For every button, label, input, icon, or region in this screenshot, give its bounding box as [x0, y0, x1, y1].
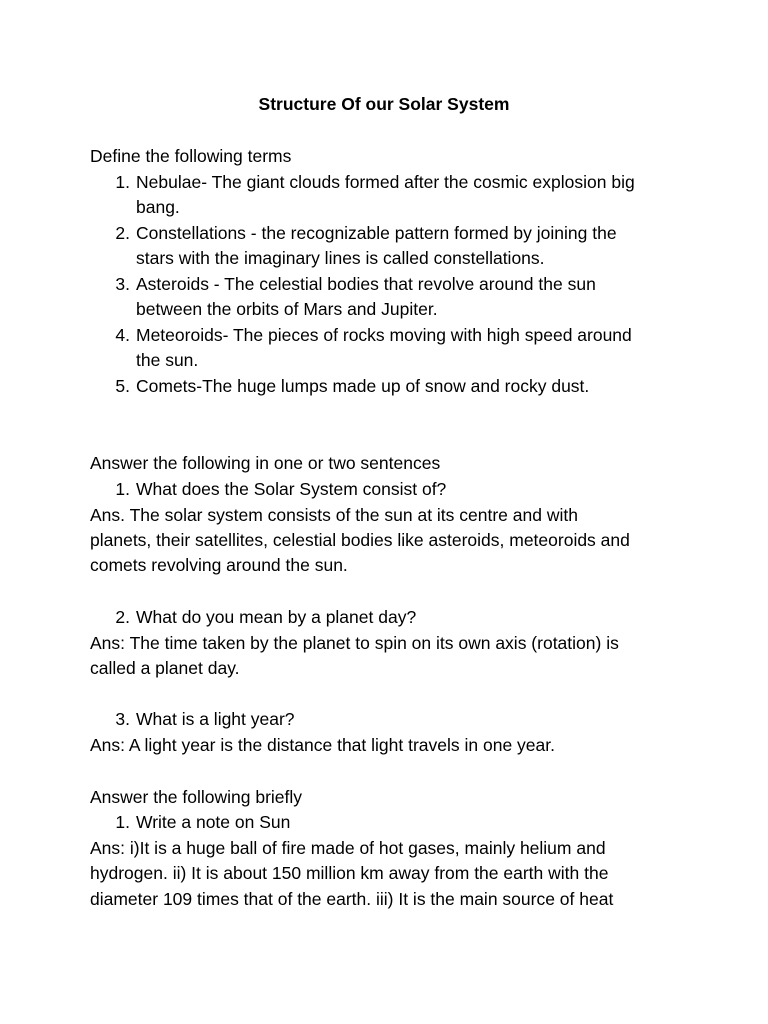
list-item-constellations-line1: Constellations - the recognizable pattern formed by joining the	[136, 223, 617, 243]
answer-line: Ans. The solar system consists of the sun at its centre and with	[90, 505, 578, 525]
question-solar-system: What does the Solar System consist of?	[136, 479, 447, 499]
answer-line: Ans: A light year is the distance that light travels in one year.	[90, 735, 555, 755]
question-number: 3.	[115, 709, 130, 729]
question-number: 1.	[115, 479, 130, 499]
section-heading-short-answers: Answer the following in one or two sentences	[90, 453, 441, 473]
list-item-asteroids-line1: Asteroids - The celestial bodies that revolve around the sun	[136, 274, 596, 294]
list-item-asteroids-line2: between the orbits of Mars and Jupiter.	[136, 299, 438, 319]
answer-line: called a planet day.	[90, 658, 240, 678]
list-item-nebulae-line1: Nebulae- The giant clouds formed after the cosmic explosion big	[136, 172, 635, 192]
section-heading-brief-answers: Answer the following briefly	[90, 787, 303, 807]
section-heading-define: Define the following terms	[90, 146, 292, 166]
list-item-number: 5.	[115, 376, 130, 396]
question-planet-day: What do you mean by a planet day?	[136, 607, 417, 627]
list-item-number: 3.	[115, 274, 130, 294]
list-item-constellations-line2: stars with the imaginary lines is called constellations.	[136, 248, 545, 268]
question-sun-note: Write a note on Sun	[136, 812, 291, 832]
list-item-number: 4.	[115, 325, 130, 345]
answer-line: planets, their satellites, celestial bodies like asteroids, meteoroids and	[90, 530, 630, 550]
list-item-number: 1.	[115, 172, 130, 192]
list-item-number: 2.	[115, 223, 130, 243]
answer-line: diameter 109 times that of the earth. iii) It is the main source of heat	[90, 889, 614, 909]
question-number: 1.	[115, 812, 130, 832]
answer-line: hydrogen. ii) It is about 150 million km away from the earth with the	[90, 863, 609, 883]
question-number: 2.	[115, 607, 130, 627]
list-item-comets-line1: Comets-The huge lumps made up of snow and rocky dust.	[136, 376, 590, 396]
list-item-meteoroids-line2: the sun.	[136, 350, 199, 370]
answer-line: Ans: i)It is a huge ball of fire made of hot gases, mainly helium and	[90, 838, 606, 858]
list-item-meteoroids-line1: Meteoroids- The pieces of rocks moving with high speed around	[136, 325, 632, 345]
page-title: Structure Of our Solar System	[258, 94, 510, 114]
question-light-year: What is a light year?	[136, 709, 295, 729]
answer-line: comets revolving around the sun.	[90, 555, 348, 575]
list-item-nebulae-line2: bang.	[136, 197, 180, 217]
answer-line: Ans: The time taken by the planet to spin on its own axis (rotation) is	[90, 633, 619, 653]
